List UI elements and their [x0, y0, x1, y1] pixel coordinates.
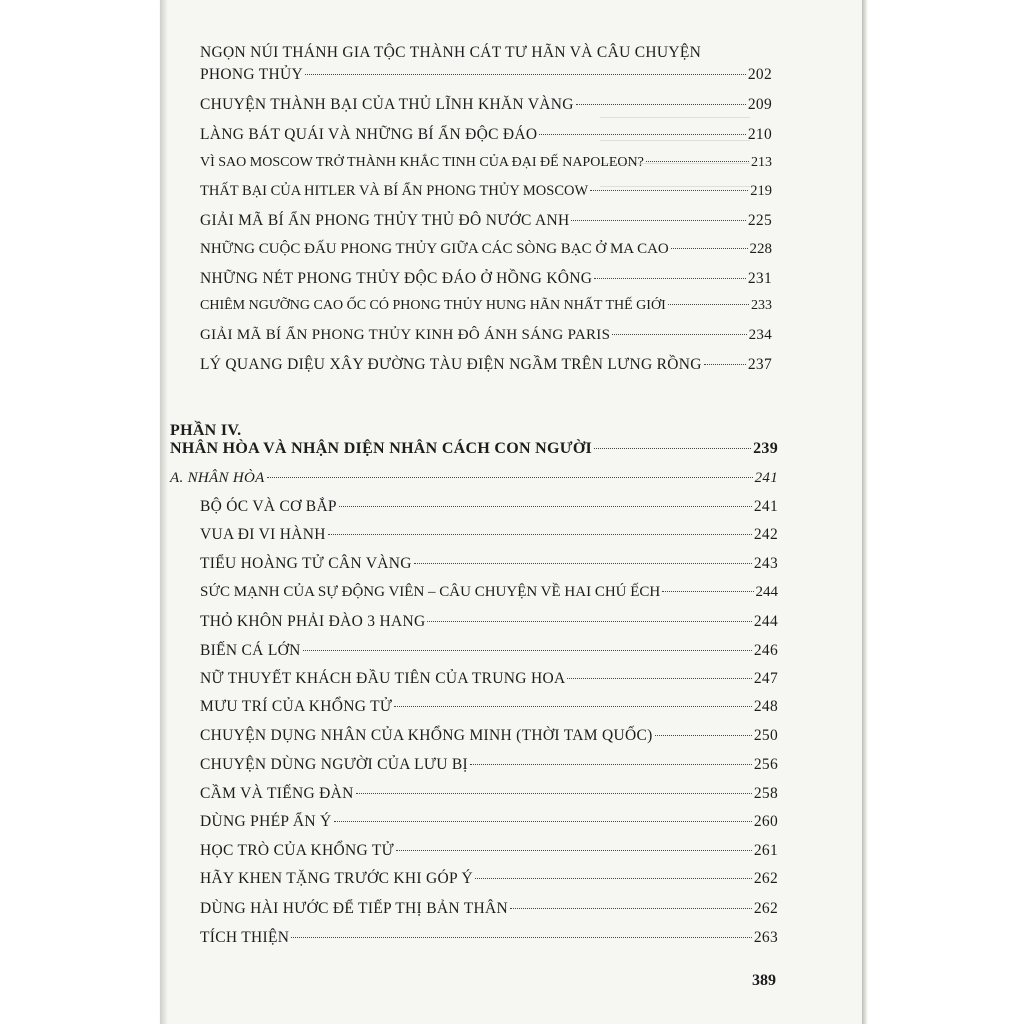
- toc-entry: [200, 727, 778, 745]
- toc-entry-title: CHUYỆN DỤNG NHÂN CỦA KHỔNG MINH (THỜI TAM QUỐC): [200, 727, 653, 744]
- toc-entry: [200, 270, 772, 288]
- part-title: NHÂN HÒA VÀ NHẬN DIỆN NHÂN CÁCH CON NGƯỜI: [170, 440, 593, 457]
- section-title: A. NHÂN HÒA: [170, 470, 265, 486]
- toc-entry-page: 244: [755, 584, 778, 600]
- part-page: 239: [753, 440, 778, 457]
- toc-entry-title: LÝ QUANG DIỆU XÂY ĐƯỜNG TÀU ĐIỆN NGẦM TRÊN LƯNG RỒNG: [200, 356, 702, 373]
- toc-entry-title: BỘ ÓC VÀ CƠ BẮP: [200, 498, 337, 515]
- toc-entry: [200, 785, 778, 803]
- dot-leader: [356, 793, 752, 794]
- toc-entry-page: 213: [751, 155, 772, 170]
- toc-entry-page: 258: [753, 785, 778, 802]
- toc-entry: [200, 813, 778, 831]
- toc-entry-page: 248: [753, 698, 778, 715]
- toc-entry: [200, 241, 772, 258]
- toc-entry-title: DÙNG PHÉP ẨN Ý: [200, 813, 332, 830]
- toc-entry-page: 202: [747, 66, 772, 83]
- toc-entry-page: 244: [753, 613, 778, 630]
- toc-entry: [200, 126, 772, 144]
- toc-entry-title: LÀNG BÁT QUÁI VÀ NHỮNG BÍ ẨN ĐỘC ĐÁO: [200, 126, 538, 143]
- toc-entry-page: 228: [749, 241, 772, 257]
- toc-entry-title: NHỮNG CUỘC ĐẤU PHONG THỦY GIỮA CÁC SÒNG BẠC Ở MA CAO: [200, 241, 669, 257]
- toc-entry-title: DÙNG HÀI HƯỚC ĐỂ TIẾP THỊ BẢN THÂN: [200, 900, 508, 917]
- part-label: PHẦN IV.: [170, 422, 242, 439]
- toc-entry: [200, 900, 778, 918]
- toc-entry-page: 210: [747, 126, 772, 143]
- dot-leader: [305, 74, 746, 75]
- toc-entry: [200, 756, 778, 774]
- toc-entry-page: 225: [747, 212, 772, 229]
- dot-leader: [396, 850, 752, 851]
- dot-leader: [328, 534, 752, 535]
- dot-leader: [590, 190, 748, 191]
- dot-leader: [470, 764, 752, 765]
- toc-entry: [200, 870, 778, 888]
- dot-leader: [427, 621, 751, 622]
- toc-entry-title: CHIÊM NGƯỠNG CAO ỐC CÓ PHONG THỦY HUNG HÃN NHẤT THẾ GIỚI: [200, 298, 666, 313]
- dot-leader: [539, 134, 745, 135]
- toc-entry-page: 234: [748, 327, 772, 343]
- section-page: 241: [754, 470, 778, 486]
- toc-entry-page: 262: [753, 870, 778, 887]
- toc-entry: [200, 670, 778, 688]
- toc-entry: [200, 613, 778, 631]
- toc-entry-title: THỎ KHÔN PHẢI ĐÀO 3 HANG: [200, 613, 426, 630]
- dot-leader: [671, 248, 748, 249]
- toc-entry-title-cont: PHONG THỦY: [200, 66, 304, 83]
- toc-entry: [200, 929, 778, 947]
- toc-entry-title: SỨC MẠNH CỦA SỰ ĐỘNG VIÊN – CÂU CHUYỆN VỀ HAI CHÚ ẾCH: [200, 584, 661, 600]
- toc-entry-page: 247: [753, 670, 778, 687]
- toc-entry: [200, 356, 772, 374]
- dot-leader: [668, 304, 749, 305]
- dot-leader: [291, 937, 752, 938]
- toc-entry-page: 260: [753, 813, 778, 830]
- toc-entry-title: TIỂU HOÀNG TỬ CÂN VÀNG: [200, 555, 412, 572]
- toc-entry-page: 209: [747, 96, 772, 113]
- dot-leader: [662, 591, 753, 592]
- toc-entry-title: THẤT BẠI CỦA HITLER VÀ BÍ ẨN PHONG THỦY MOSCOW: [200, 183, 589, 199]
- toc-entry-page: 219: [750, 183, 772, 199]
- toc-entry-page: 242: [753, 526, 778, 543]
- toc-entry-page: 231: [747, 270, 772, 287]
- dot-leader: [339, 506, 752, 507]
- page-spine-shadow: [160, 0, 168, 1024]
- toc-entry-title: HỌC TRÒ CỦA KHỔNG TỬ: [200, 842, 394, 859]
- dot-leader: [655, 735, 752, 736]
- toc-entry: [200, 298, 772, 314]
- toc-entry: [200, 183, 772, 200]
- toc-entry: [200, 498, 778, 516]
- toc-entry-page: 246: [753, 642, 778, 659]
- toc-entry-page: 261: [753, 842, 778, 859]
- part-heading: [170, 440, 778, 458]
- toc-entry-title: NGỌN NÚI THÁNH GIA TỘC THÀNH CÁT TƯ HÃN VÀ CÂU CHUYỆN: [200, 44, 702, 61]
- toc-entry-page: 237: [747, 356, 772, 373]
- toc-entry-title: TÍCH THIỆN: [200, 929, 290, 946]
- dot-leader: [510, 908, 752, 909]
- toc-entry-title: CHUYỆN THÀNH BẠI CỦA THỦ LĨNH KHĂN VÀNG: [200, 96, 574, 113]
- toc-entry-title: CẦM VÀ TIẾNG ĐÀN: [200, 785, 354, 802]
- toc-entry-title: VÌ SAO MOSCOW TRỞ THÀNH KHẮC TINH CỦA ĐẠI ĐẾ NAPOLEON?: [200, 155, 644, 170]
- dot-leader: [612, 334, 746, 335]
- toc-entry-title: BIẾN CÁ LỚN: [200, 642, 301, 659]
- toc-entry-title: NHỮNG NÉT PHONG THỦY ĐỘC ĐÁO Ở HỒNG KÔNG: [200, 270, 593, 287]
- toc-entry: [200, 212, 772, 230]
- toc-entry-page: 250: [753, 727, 778, 744]
- dot-leader: [414, 563, 752, 564]
- dot-leader: [594, 448, 751, 449]
- toc-entry: [200, 96, 772, 114]
- toc-entry-page: 241: [753, 498, 778, 515]
- page-edge: [862, 0, 868, 1024]
- page-number: 389: [752, 972, 776, 989]
- toc-entry-title: VUA ĐI VI HÀNH: [200, 526, 326, 543]
- toc-entry: [200, 526, 778, 544]
- dot-leader: [704, 364, 746, 365]
- toc-entry: [200, 642, 778, 660]
- toc-entry: [200, 555, 778, 573]
- dot-leader: [394, 706, 752, 707]
- toc-entry-page: 243: [753, 555, 778, 572]
- dot-leader: [303, 650, 752, 651]
- section-heading: [170, 470, 778, 487]
- dot-leader: [571, 220, 745, 221]
- toc-entry-title: CHUYỆN DÙNG NGƯỜI CỦA LƯU BỊ: [200, 756, 468, 773]
- toc-entry-page: 262: [753, 900, 778, 917]
- toc-entry-title: HÃY KHEN TẶNG TRƯỚC KHI GÓP Ý: [200, 870, 474, 887]
- toc-entry-title: MƯU TRÍ CỦA KHỔNG TỬ: [200, 698, 393, 715]
- toc-entry-title: GIẢI MÃ BÍ ẨN PHONG THỦY THỦ ĐÔ NƯỚC ANH: [200, 212, 570, 229]
- dot-leader: [576, 104, 746, 105]
- toc-entry-page: 263: [753, 929, 778, 946]
- dot-leader: [594, 278, 746, 279]
- toc-entry: [200, 584, 778, 601]
- toc-entry: [200, 698, 778, 716]
- toc-entry-page: 256: [753, 756, 778, 773]
- dot-leader: [567, 678, 751, 679]
- toc-entry-title: NỮ THUYẾT KHÁCH ĐẦU TIÊN CỦA TRUNG HOA: [200, 670, 566, 687]
- toc-entry: [200, 66, 772, 84]
- dot-leader: [334, 821, 752, 822]
- toc-entry: [200, 155, 772, 171]
- dot-leader: [646, 161, 749, 162]
- toc-entry: [200, 842, 778, 860]
- toc-entry-title: GIẢI MÃ BÍ ẨN PHONG THỦY KINH ĐÔ ÁNH SÁNG PARIS: [200, 327, 611, 343]
- dot-leader: [267, 477, 753, 478]
- toc-entry-page: 233: [751, 298, 772, 313]
- dot-leader: [475, 878, 752, 879]
- toc-entry: [200, 327, 772, 344]
